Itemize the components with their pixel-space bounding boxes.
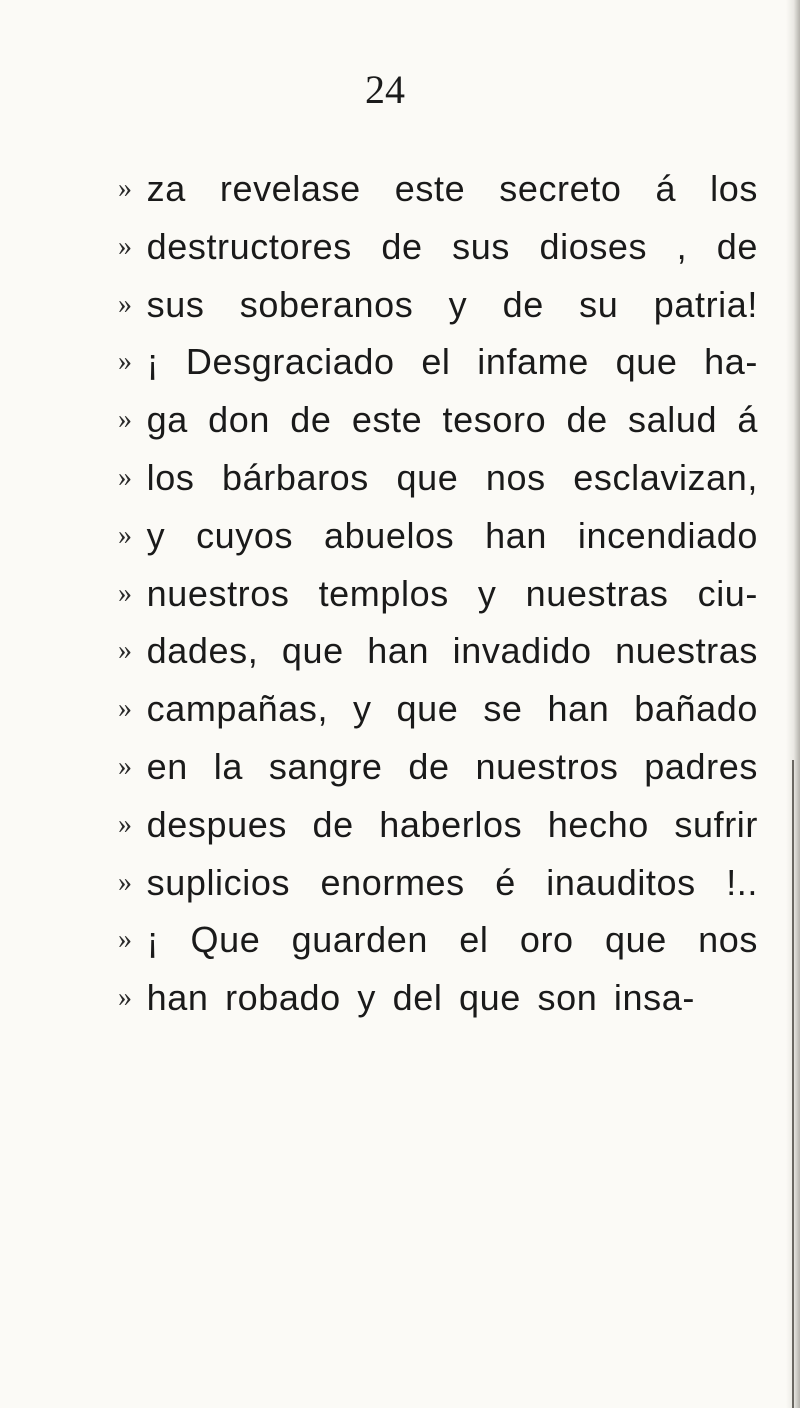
text-line <box>118 391 758 449</box>
text-line-content: za revelase este secreto á los <box>146 168 758 209</box>
quote-mark: » <box>118 808 133 840</box>
text-line <box>118 333 758 391</box>
text-line <box>118 911 758 969</box>
text-line-content: en la sangre de nuestros padres <box>146 745 758 787</box>
text-line <box>118 160 758 218</box>
text-line-content: ga don de este tesoro de salud á <box>146 399 758 441</box>
text-line <box>118 565 758 623</box>
quote-mark: » <box>118 173 133 204</box>
quote-mark: » <box>118 750 133 782</box>
quote-mark: » <box>118 346 133 378</box>
quote-mark: » <box>118 577 133 609</box>
page-edge-line <box>792 760 794 1408</box>
text-line-content: nuestros templos y nuestras ciu- <box>146 572 758 614</box>
text-line-content: destructores de sus dioses , de <box>146 225 758 267</box>
quote-mark: » <box>118 982 133 1014</box>
text-line-content: ¡ Desgraciado el infame que ha- <box>146 341 758 383</box>
text-line <box>118 796 758 854</box>
page-number: 24 <box>365 67 405 112</box>
text-line <box>118 854 758 912</box>
quote-mark: » <box>118 461 133 493</box>
quote-mark: » <box>118 404 133 436</box>
text-line-content: y cuyos abuelos han incendiado <box>146 514 758 556</box>
text-line-content: suplicios enormes é inauditos !.. <box>146 861 758 903</box>
quote-mark: » <box>118 635 133 667</box>
text-line-content: han robado y del que son insa- <box>146 977 695 1019</box>
quote-mark: » <box>118 519 133 551</box>
quote-mark: » <box>118 288 133 320</box>
text-line <box>118 218 758 276</box>
text-line-content: dades, que han invadido nuestras <box>146 630 758 672</box>
text-line <box>118 622 758 680</box>
text-line <box>118 738 758 796</box>
text-line <box>118 449 758 507</box>
text-line <box>118 276 758 334</box>
text-line-content: despues de haberlos hecho sufrir <box>146 803 758 845</box>
text-line <box>118 969 758 1027</box>
text-line-content: los bárbaros que nos esclavizan, <box>146 456 758 498</box>
text-line-content: campañas, y que se han bañado <box>146 688 758 730</box>
quote-mark: » <box>118 924 133 956</box>
body-text <box>118 160 758 1027</box>
text-line <box>118 680 758 738</box>
text-line-content: sus soberanos y de su patria! <box>146 283 758 325</box>
text-line <box>118 507 758 565</box>
quote-mark: » <box>118 230 133 262</box>
quote-mark: » <box>118 866 133 898</box>
text-line-content: ¡ Que guarden el oro que nos <box>146 919 758 961</box>
quote-mark: » <box>118 693 133 725</box>
